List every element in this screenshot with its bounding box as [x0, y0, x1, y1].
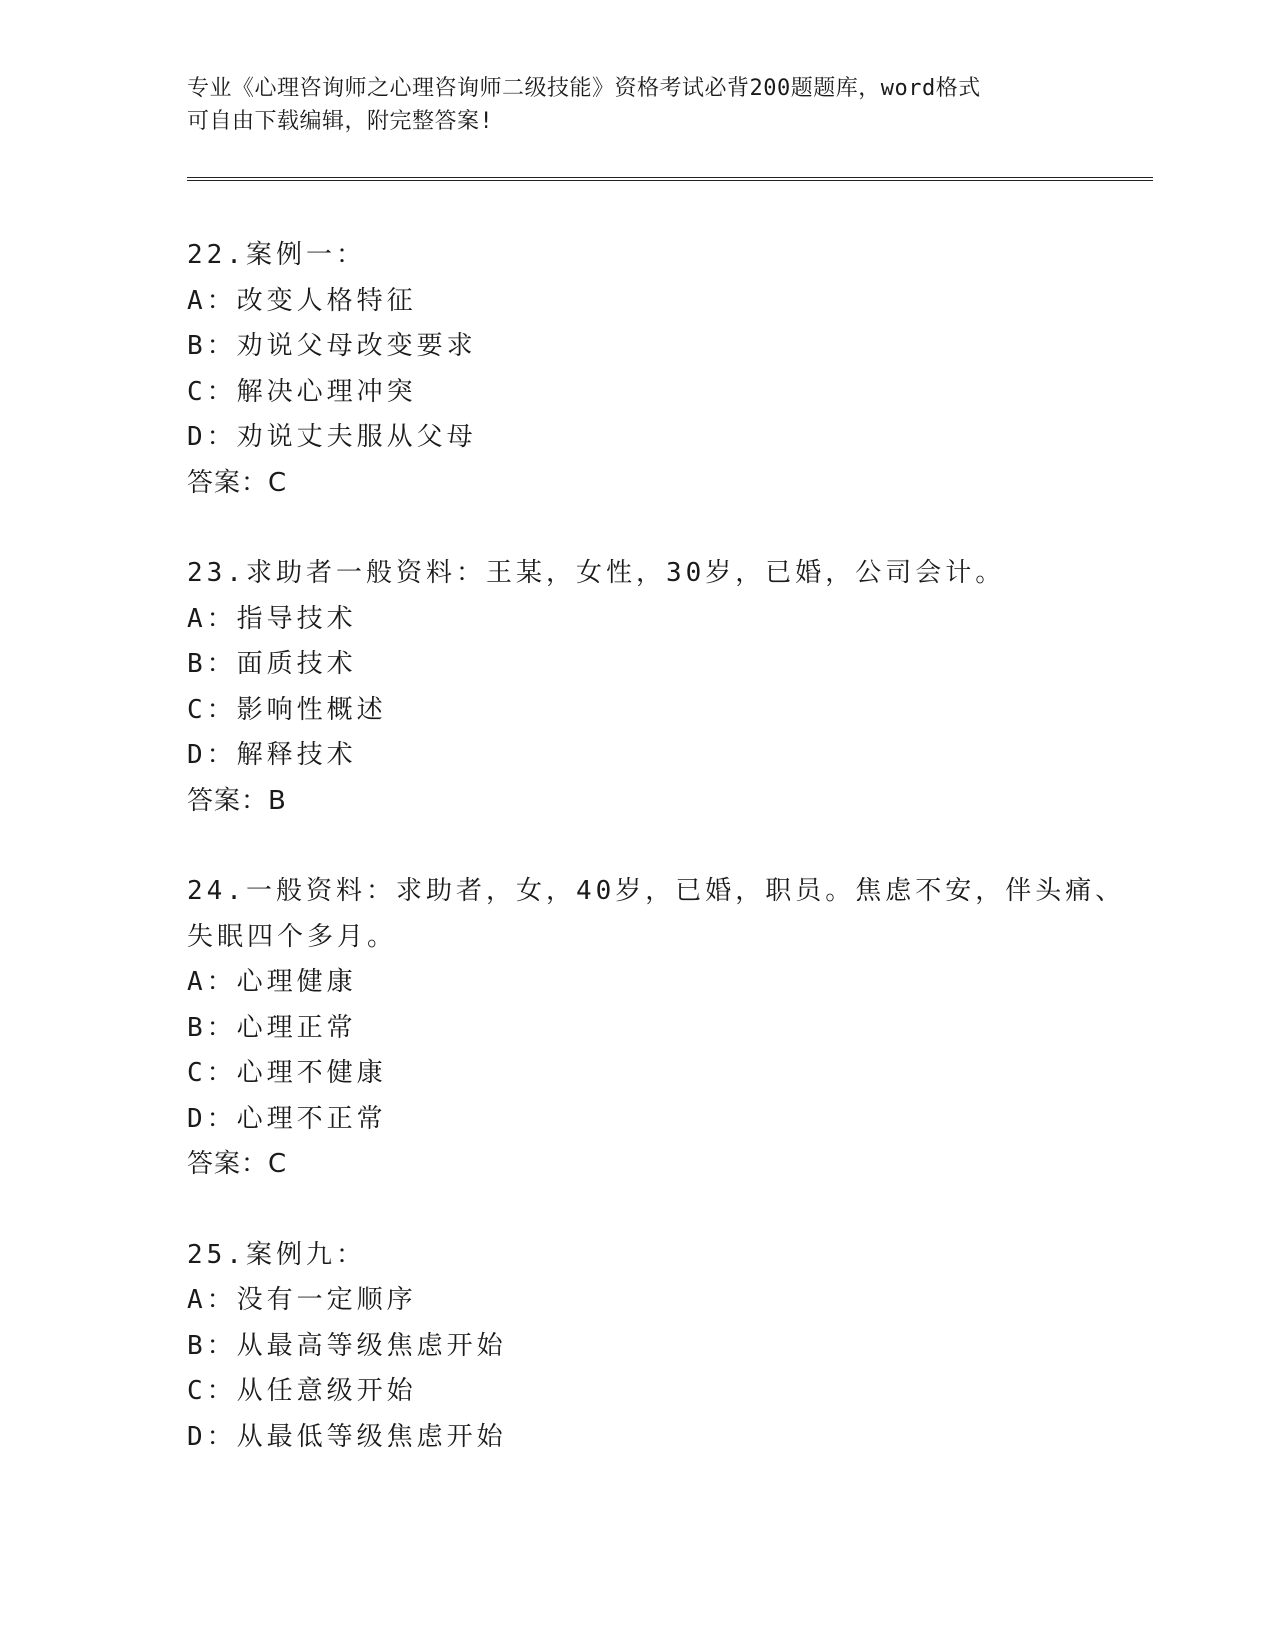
option-b: B：从最高等级焦虑开始: [187, 1330, 507, 1361]
option-c: C：从任意级开始: [187, 1376, 417, 1406]
option-b: B：心理正常: [187, 1012, 357, 1043]
header-line-1: 专业《心理咨询师之心理咨询师二级技能》资格考试必背200题题库，word格式: [187, 76, 981, 101]
answer: 答案：C: [187, 1149, 288, 1179]
option-d: D：从最低等级焦虑开始: [187, 1421, 507, 1452]
question-stem: 24.一般资料：求助者，女，40岁，已婚，职员。焦虑不安，伴头痛、失眠四个多月。: [187, 876, 1126, 952]
question-stem: 25.案例九：: [187, 1239, 366, 1270]
question-24: [187, 869, 1147, 1188]
option-b: B：劝说父母改变要求: [187, 331, 477, 361]
question-25: [187, 1233, 1147, 1461]
option-d: D：心理不正常: [187, 1103, 387, 1134]
option-a: A：心理健康: [187, 967, 357, 997]
option-a: A：改变人格特征: [187, 285, 417, 316]
option-b: B：面质技术: [187, 649, 357, 679]
question-stem: 23.求助者一般资料：王某，女性，30岁，已婚，公司会计。: [187, 558, 1006, 588]
option-c: C：影响性概述: [187, 694, 387, 725]
header-line-2: 可自由下载编辑，附完整答案!: [187, 109, 494, 134]
option-c: C：心理不健康: [187, 1058, 387, 1088]
header-divider: [187, 177, 1153, 181]
option-d: D：解释技术: [187, 740, 357, 770]
option-a: A：没有一定顺序: [187, 1285, 417, 1315]
question-22: [187, 233, 1147, 506]
question-list: [187, 233, 1147, 1505]
page-header: [187, 72, 1087, 138]
answer: 答案：B: [187, 785, 287, 816]
question-23: [187, 551, 1147, 824]
option-d: D：劝说丈夫服从父母: [187, 422, 477, 452]
question-stem: 22.案例一：: [187, 240, 366, 270]
option-c: C：解决心理冲突: [187, 376, 417, 407]
option-a: A：指导技术: [187, 603, 357, 634]
answer: 答案：C: [187, 467, 288, 498]
